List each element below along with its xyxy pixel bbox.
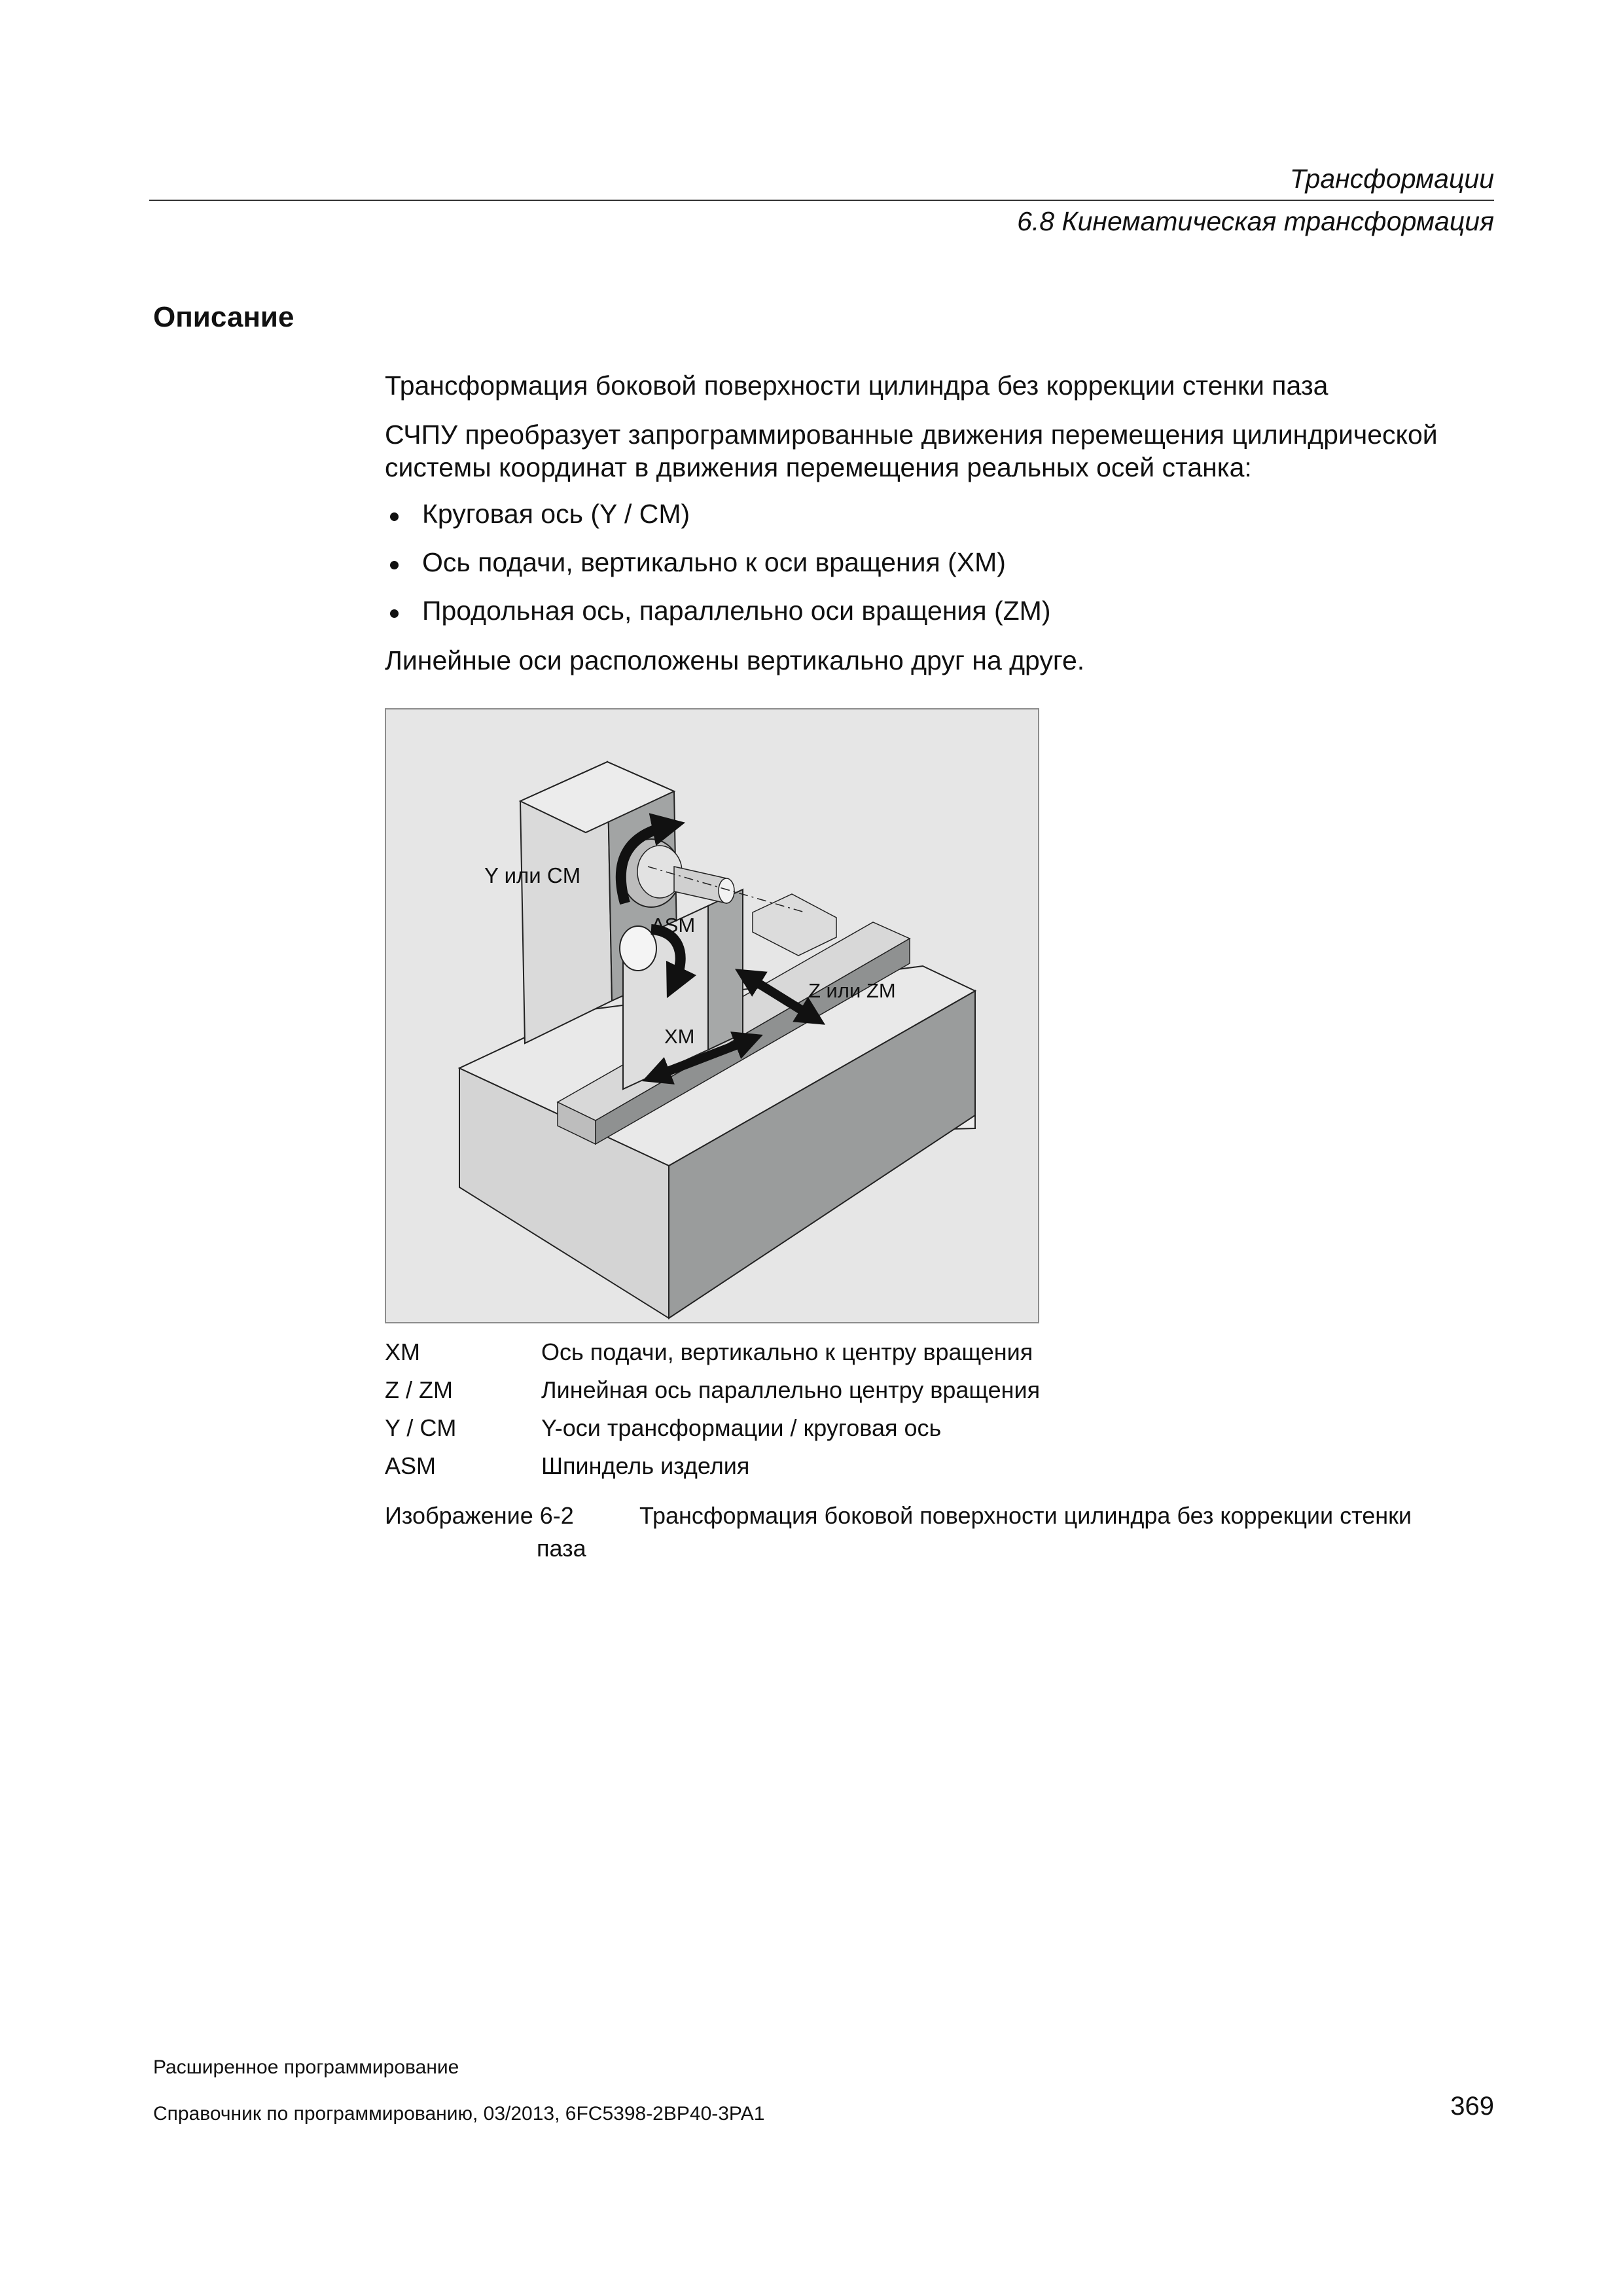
footer-title: Расширенное программирование <box>153 2056 459 2078</box>
label-ycm: Y или CM <box>484 863 581 888</box>
label-xm: XM <box>664 1025 695 1048</box>
bullet-dot <box>390 512 399 521</box>
tailstock-block <box>753 894 836 956</box>
bullet-dot <box>390 561 399 569</box>
figure-caption-number: Изображение 6-2 <box>385 1502 574 1529</box>
figure-caption-line-1: Трансформация боковой поверхности цилиндра без коррекции стенки <box>639 1502 1412 1529</box>
legend-value-xm: Ось подачи, вертикально к центру вращения <box>541 1338 1033 1365</box>
machine-illustration <box>386 709 1039 1323</box>
legend-value-asm: Шпиндель изделия <box>541 1452 750 1479</box>
header-rule <box>149 200 1494 201</box>
bullet-item-3: Продольная ось, параллельно оси вращения (ZM) <box>422 596 1051 626</box>
tool-column-side <box>708 889 743 1050</box>
paragraph-line-2: системы координат в движения перемещения реальных осей станка: <box>385 452 1252 482</box>
legend-key-xm: XM <box>385 1338 420 1365</box>
header-section: 6.8 Кинематическая трансформация <box>1017 206 1494 236</box>
workpiece-end <box>719 878 734 903</box>
legend-value-zzm: Линейная ось параллельно центру вращения <box>541 1376 1041 1403</box>
label-asm: ASM <box>651 914 696 937</box>
legend-key-ycm: Y / CM <box>385 1414 457 1441</box>
legend-value-ycm: Y-оси трансформации / круговая ось <box>541 1414 942 1441</box>
header-chapter: Трансформации <box>1289 164 1494 194</box>
paragraph-line-1: СЧПУ преобразует запрограммированные движения перемещения цилиндрической <box>385 420 1438 450</box>
section-heading: Описание <box>153 301 294 333</box>
footer-reference: Справочник по программированию, 03/2013, 6FC5398-2BP40-3PA1 <box>153 2103 765 2125</box>
figure-caption-line-2: паза <box>537 1535 586 1562</box>
bullet-item-1: Круговая ось (Y / CM) <box>422 499 690 529</box>
legend-key-zzm: Z / ZM <box>385 1376 453 1403</box>
legend-key-asm: ASM <box>385 1452 437 1479</box>
bullet-dot <box>390 609 399 618</box>
label-zzm: Z или ZM <box>808 979 896 1002</box>
bullet-item-2: Ось подачи, вертикально к оси вращения (XM) <box>422 547 1006 577</box>
page-number: 369 <box>1450 2092 1494 2121</box>
closing-text: Линейные оси расположены вертикально друг на друге. <box>385 645 1085 675</box>
machine-figure <box>385 708 1039 1323</box>
intro-text: Трансформация боковой поверхности цилиндра без коррекции стенки паза <box>385 370 1329 401</box>
workpiece-spindle <box>674 867 726 903</box>
